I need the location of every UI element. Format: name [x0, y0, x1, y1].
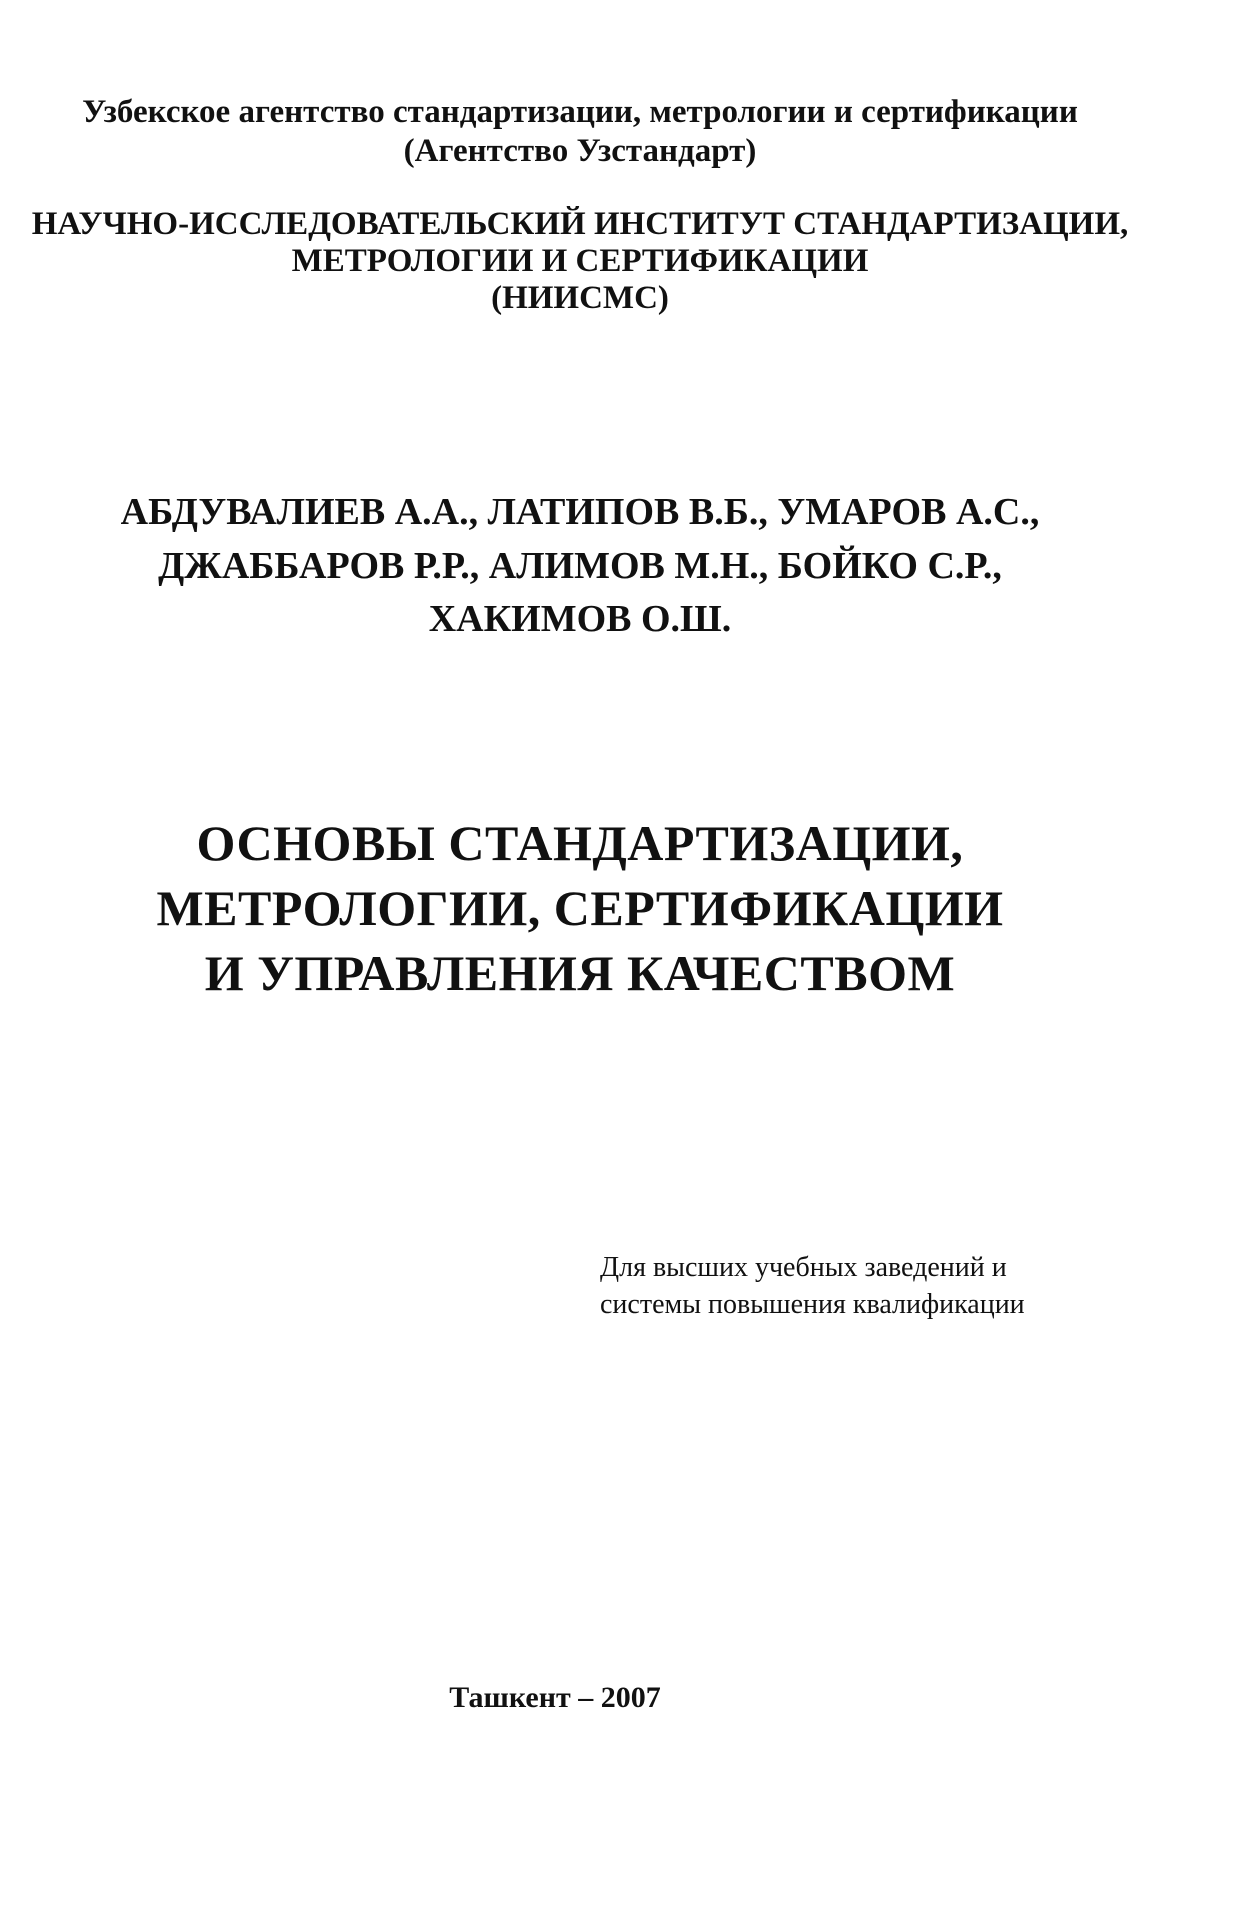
book-title-line: МЕТРОЛОГИИ, СЕРТИФИКАЦИИ	[156, 880, 1004, 936]
institute-name-line2: МЕТРОЛОГИИ И СЕРТИФИКАЦИИ	[291, 243, 869, 279]
agency-short-name: (Агентство Узстандарт)	[403, 133, 757, 169]
authors-line: АБДУВАЛИЕВ А.А., ЛАТИПОВ В.Б., УМАРОВ А.С.,	[120, 491, 1040, 533]
audience-line: Для высших учебных заведений и	[600, 1252, 1007, 1283]
institute-abbreviation: (НИИСМС)	[491, 280, 669, 316]
book-title-line: ОСНОВЫ СТАНДАРТИЗАЦИИ,	[196, 815, 964, 871]
authors-line: ДЖАББАРОВ Р.Р., АЛИМОВ М.Н., БОЙКО С.Р.,	[158, 545, 1002, 587]
institute-name-line1: НАУЧНО-ИССЛЕДОВАТЕЛЬСКИЙ ИНСТИТУТ СТАНДАРТИЗАЦИИ,	[31, 206, 1129, 242]
book-title-line: И УПРАВЛЕНИЯ КАЧЕСТВОМ	[204, 945, 956, 1001]
authors-line: ХАКИМОВ О.Ш.	[428, 598, 732, 640]
agency-name: Узбекское агентство стандартизации, метрологии и сертификации	[82, 94, 1078, 130]
audience-line: системы повышения квалификации	[600, 1289, 1025, 1320]
place-and-year: Ташкент – 2007	[449, 1681, 661, 1714]
